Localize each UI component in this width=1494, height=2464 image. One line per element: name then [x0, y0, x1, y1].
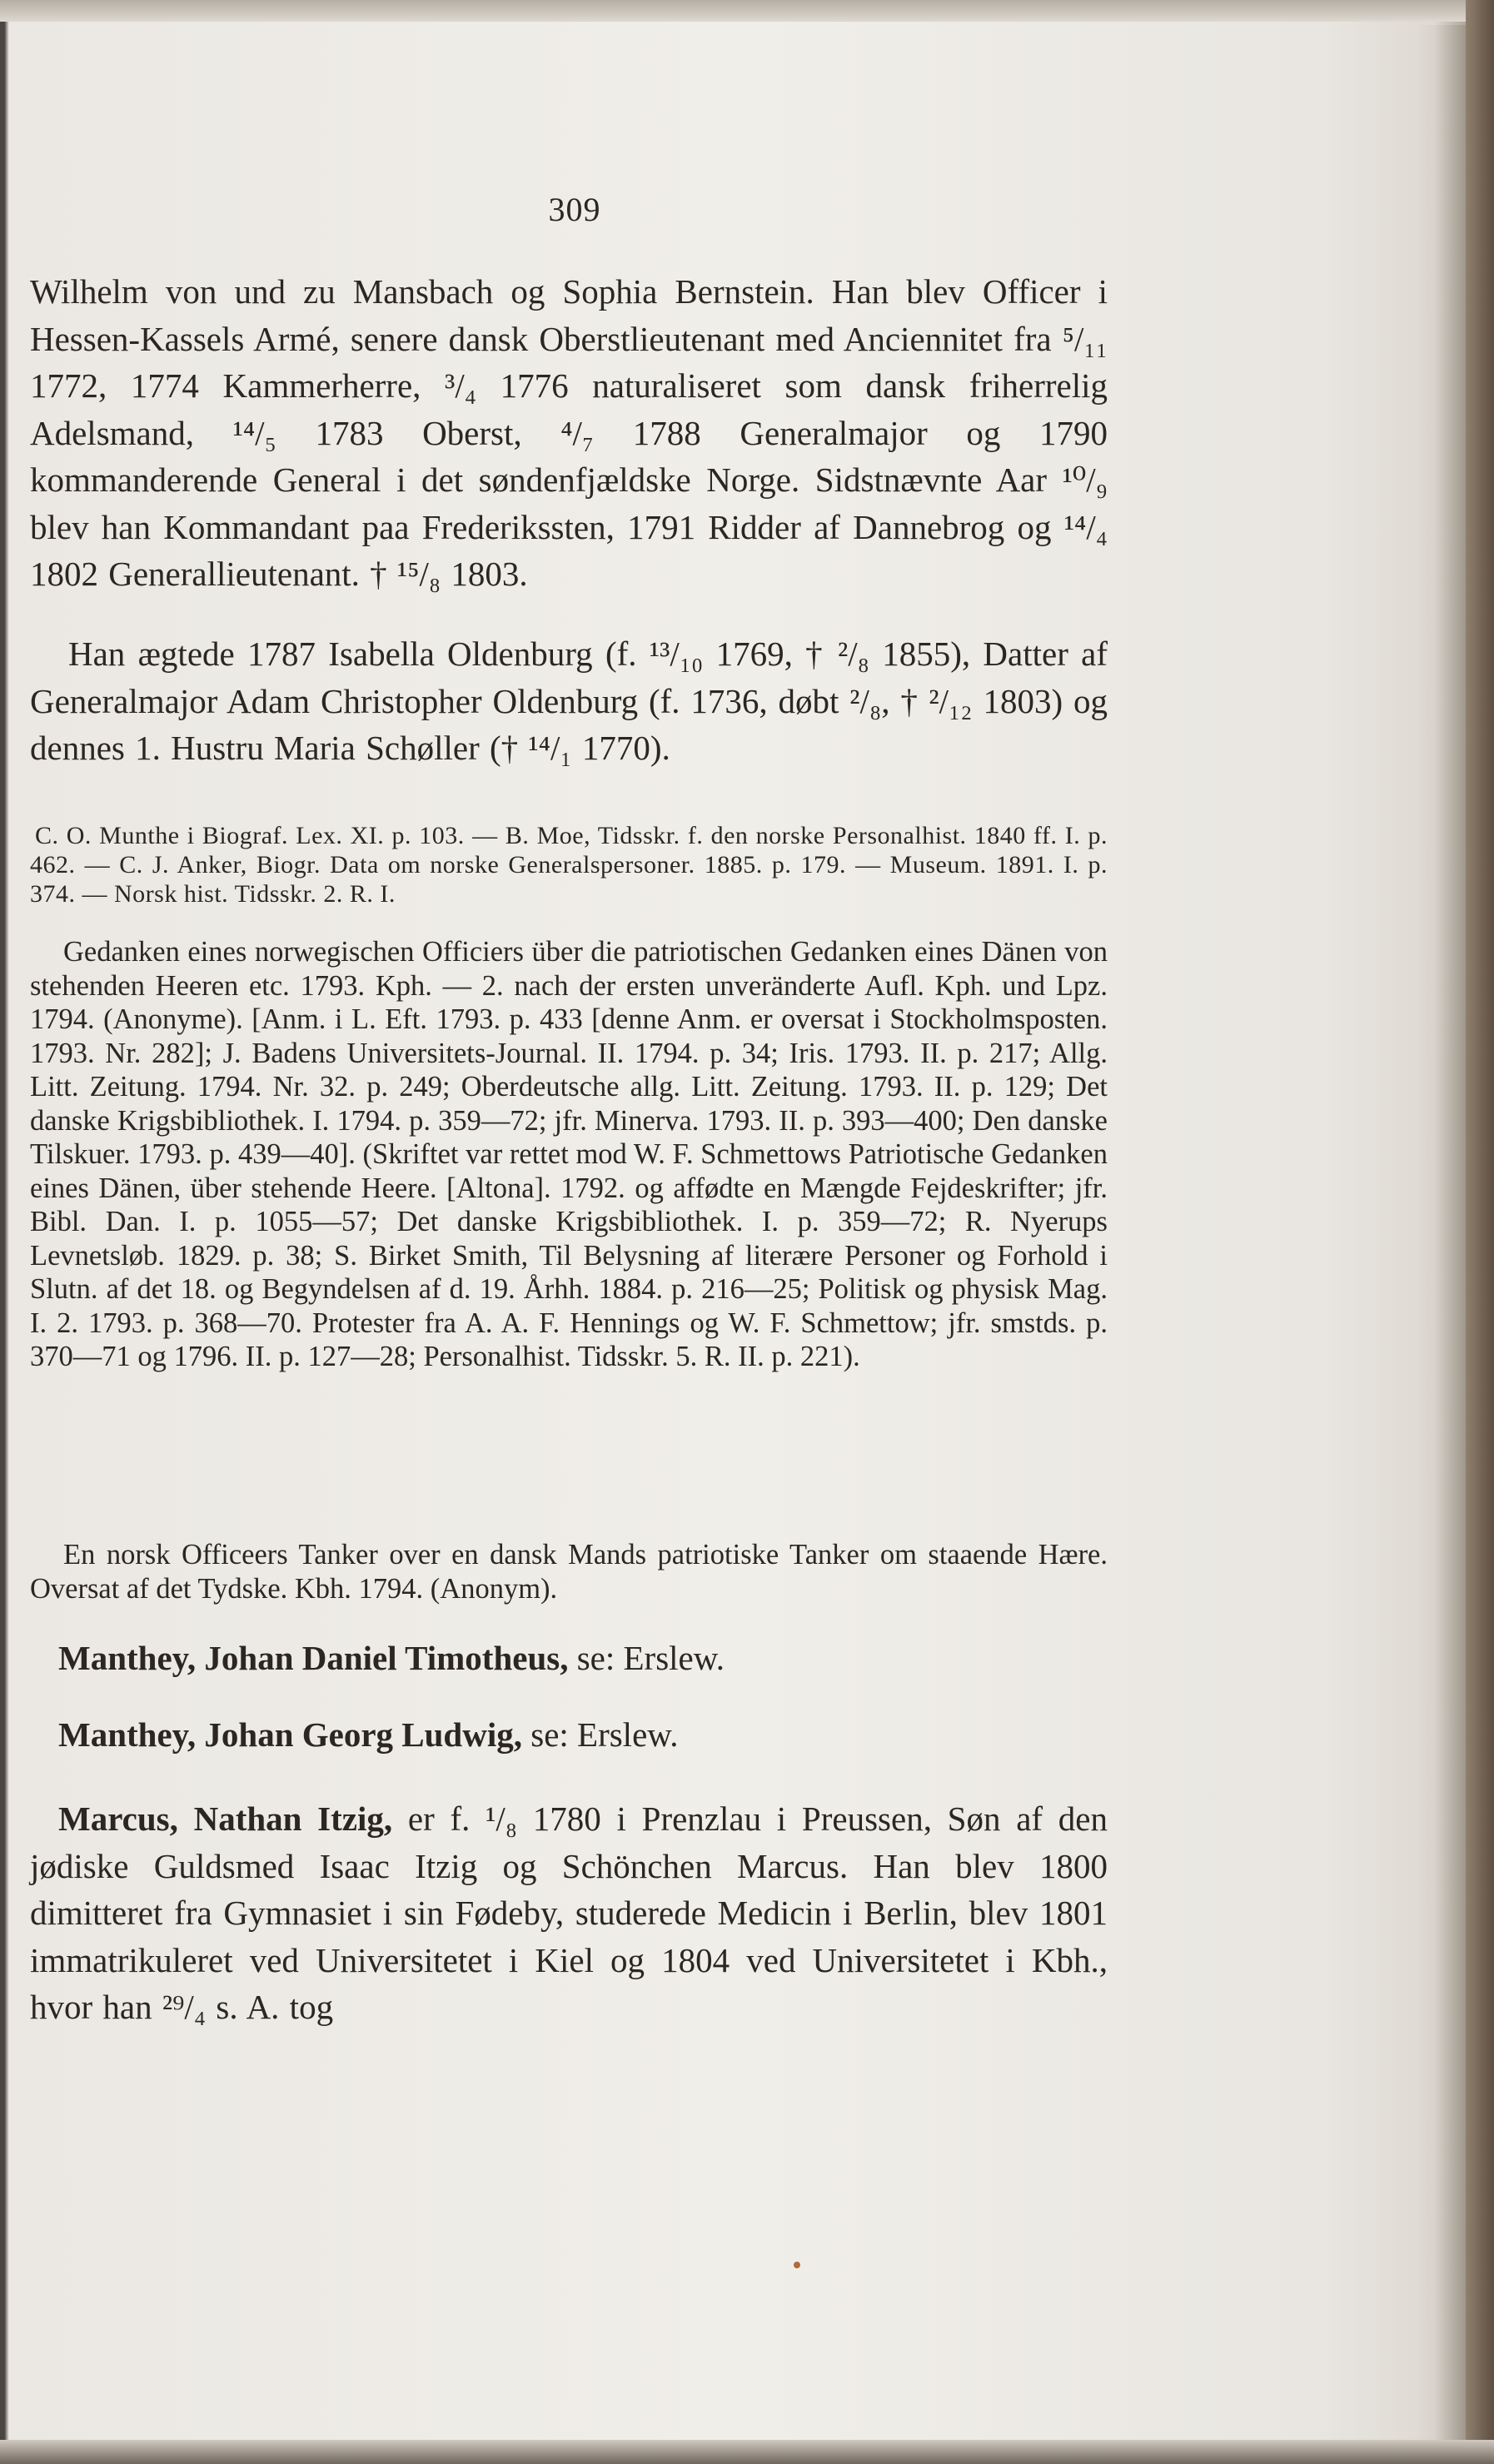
sources-note: C. O. Munthe i Biograf. Lex. XI. p. 103. — B. Moe, Tidsskr. f. den norske Personalhist. 1840 ff. I. p. 462. — C. J. Anker, Biogr. Data om norske Generalspersoner. 1885. p. 179. — Museum. 1891. I. p. 374. — Norsk hist. Tidsskr. 2. R. I. — [30, 822, 1108, 908]
entry-manthey-johan-georg — [58, 1711, 1108, 1759]
entry-name: Marcus, Nathan Itzig, — [58, 1799, 393, 1838]
entry-name: Manthey, Johan Daniel Timotheus, — [58, 1639, 569, 1677]
entry-name: Manthey, Johan Georg Ludwig, — [58, 1715, 522, 1754]
entry-text: er f. ¹/₈ 1780 i Prenzlau i Preussen, Søn af den jødiske Guldsmed Isaac Itzig og Schönchen Marcus. Han blev 1800 dimitteret fra Gymnasiet i sin Fødeby, studerede Medicin i Berlin, blev 1801 immatrikuleret ved Universitetet i Kiel og 1804 ved Universitetet i Kbh., hvor han ²⁹/₄ s. A. tog — [30, 1799, 1108, 2026]
page-top-edge — [0, 0, 1494, 22]
works-entry-1: Gedanken eines norwegischen Officiers über die patriotischen Gedanken eines Dänen von stehenden Heeren etc. 1793. Kph. — 2. nach der ersten unveränderte Aufl. Kph. und Lpz. 1794. (Anonyme). [Anm. i L. Eft. 1793. p. 433 [denne Anm. er oversat i Stockholmsposten. 1793. Nr. 282]; J. Badens Universitets-Journal. II. 1794. p. 34; Iris. 1793. II. p. 217; Allg. Litt. Zeitung. 1794. Nr. 32. p. 249; Oberdeutsche allg. Litt. Zeitung. 1793. II. p. 129; Det danske Krigsbibliothek. I. 1794. p. 359—72; jfr. Minerva. 1793. II. p. 393—400; Den danske Tilskuer. 1793. p. 439—40]. (Skriftet var rettet mod W. F. Schmettows Patriotische Gedanken eines Dänen, über stehende Heere. [Altona]. 1792. og affødte en Mængde Fejdeskrifter; jfr. Bibl. Dan. I. p. 1055—57; Det danske Krigsbibliothek. I. p. 359—72; R. Nyerups Levnetsløb. 1829. p. 38; S. Birket Smith, Til Belysning af literære Personer og Forhold i Slutn. af det 18. og Begyndelsen af d. 19. Århh. 1884. p. 216—25; Politisk og physisk Mag. I. 2. 1793. p. 368—70. Protester fra A. A. F. Hennings og W. F. Schmettow; jfr. smstds. p. 370—71 og 1796. II. p. 127—28; Personalhist. Tidsskr. 5. R. II. p. 221). — [30, 936, 1108, 1372]
marriage-paragraph: Han ægtede 1787 Isabella Oldenburg (f. ¹³/₁₀ 1769, † ²/₈ 1855), Datter af Generalmajor Adam Christopher Oldenburg (f. 1736, døbt ²/₈, † ²/₁₂ 1803) og dennes 1. Hustru Maria Schøller († ¹⁴/₁ 1770). — [30, 635, 1108, 767]
entry-reference: se: Erslew. — [568, 1639, 725, 1677]
page-right-edge — [1466, 0, 1494, 2464]
works-entry-2: En norsk Officeers Tanker over en dansk Mands patriotiske Tanker om staaende Hære. Oversat af det Tydske. Kbh. 1794. (Anonym). — [30, 1539, 1108, 1605]
entry-reference: se: Erslew. — [521, 1715, 679, 1754]
entry-marcus-nathan — [30, 1795, 1108, 2031]
page-number: 309 — [548, 191, 601, 228]
paper-speck — [794, 2262, 800, 2268]
entry-manthey-johan-daniel — [58, 1635, 1108, 1682]
page-bottom-edge — [0, 2440, 1494, 2464]
biography-paragraph: Wilhelm von und zu Mansbach og Sophia Bernstein. Han blev Officer i Hessen-Kassels Armé, senere dansk Oberstlieutenant med Anciennitet fra ⁵/₁₁ 1772, 1774 Kammerherre, ³/₄ 1776 naturaliseret som dansk friherrelig Adelsmand, ¹⁴/₅ 1783 Oberst, ⁴/₇ 1788 Generalmajor og 1790 kommanderende General i det søndenfjældske Norge. Sidstnævnte Aar ¹⁰/₉ blev han Kommandant paa Frederikssten, 1791 Ridder af Dannebrog og ¹⁴/₄ 1802 Generallieutenant. † ¹⁵/₈ 1803. — [30, 272, 1108, 593]
